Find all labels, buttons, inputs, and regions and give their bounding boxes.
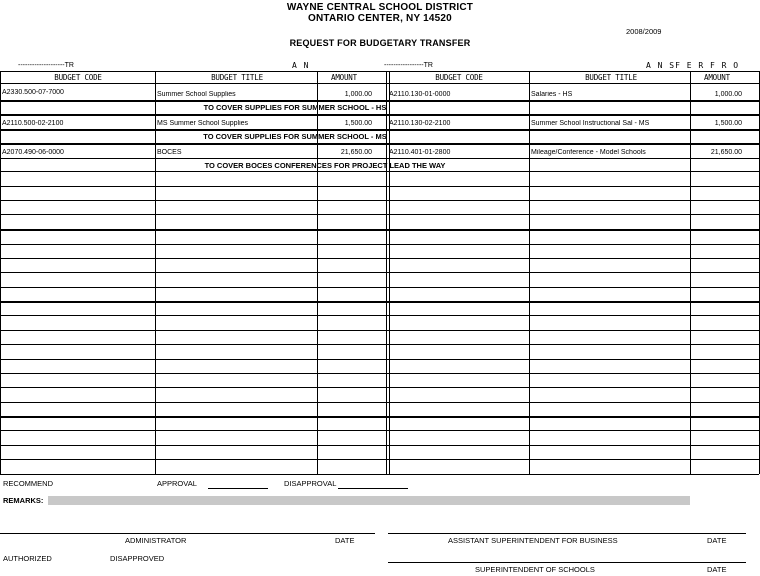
row-3-to-code: A2110.401-01-2800	[389, 149, 451, 156]
from-an-label: A N	[292, 61, 310, 70]
table-row-line	[0, 387, 759, 388]
table-row-line	[0, 315, 759, 316]
table-row-line	[0, 214, 759, 215]
table-row-line	[0, 258, 759, 259]
fiscal-year: 2008/2009	[626, 27, 662, 36]
row-2-to-amount: 1,500.00	[714, 120, 742, 127]
col-header-from-title: BUDGET TITLE	[211, 73, 263, 82]
row-2-note: TO COVER SUPPLIES FOR SUMMER SCHOOL - MS	[203, 132, 387, 141]
administrator-signature-line[interactable]	[0, 533, 375, 534]
table-row-line	[0, 200, 759, 201]
table-row-line	[0, 158, 759, 159]
row-1-to-title: Salaries - HS	[531, 91, 573, 98]
row-1-from-code: A2330.500-07-7000	[2, 89, 64, 96]
table-row-line	[0, 445, 759, 446]
table-column-line	[690, 71, 691, 474]
row-2-to-code: A2110.130-02-2100	[389, 120, 451, 127]
col-header-from-amount: AMOUNT	[331, 73, 357, 82]
authorized-label: AUTHORIZED	[3, 554, 52, 563]
approval-line[interactable]	[208, 488, 268, 489]
form-title: REQUEST FOR BUDGETARY TRANSFER	[289, 38, 471, 48]
table-top-border	[0, 71, 759, 72]
table-row-line	[0, 474, 759, 475]
to-transfer-label: -----------------TR	[384, 62, 433, 69]
row-2-from-code: A2110.500-02-2100	[2, 120, 64, 127]
row-1-to-amount: 1,000.00	[714, 91, 742, 98]
row-1-from-title: Summer School Supplies	[157, 91, 236, 98]
row-1-to-code: A2110.130-01-0000	[389, 91, 451, 98]
table-row-line	[0, 272, 759, 273]
superintendent-signature-line[interactable]	[388, 562, 746, 563]
row-3-from-code: A2070.490-06-0000	[2, 149, 64, 156]
row-3-note: TO COVER BOCES CONFERENCES FOR PROJECT LEAD THE WAY	[204, 161, 446, 170]
table-row-line	[0, 100, 759, 102]
row-1-note: TO COVER SUPPLIES FOR SUMMER SCHOOL - HS	[203, 103, 387, 112]
row-1-from-amount: 1,000.00	[344, 91, 372, 98]
disapproval-label: DISAPPROVAL	[284, 479, 337, 488]
table-row-line	[0, 459, 759, 460]
to-an-label: A N SF E R F R O	[646, 61, 740, 70]
col-header-from-code: BUDGET CODE	[54, 73, 102, 82]
table-row-line	[0, 129, 759, 131]
table-row-line	[0, 373, 759, 374]
col-header-to-amount: AMOUNT	[704, 73, 730, 82]
table-row-line	[0, 244, 759, 245]
table-row-line	[0, 171, 759, 172]
row-3-from-amount: 21,650.00	[340, 149, 372, 156]
table-row-line	[0, 330, 759, 331]
row-3-to-title: Mileage/Conference - Model Schools	[531, 149, 646, 156]
recommend-label: RECOMMEND	[3, 479, 53, 488]
admin-date-label: DATE	[335, 536, 355, 545]
district-address: ONTARIO CENTER, NY 14520	[308, 13, 452, 24]
header-divider	[0, 83, 759, 84]
asst-super-label: ASSISTANT SUPERINTENDENT FOR BUSINESS	[448, 536, 618, 545]
disapproved-label: DISAPPROVED	[110, 554, 165, 563]
table-row-line	[0, 143, 759, 145]
administrator-label: ADMINISTRATOR	[125, 536, 187, 545]
district-name: WAYNE CENTRAL SCHOOL DISTRICT	[286, 2, 474, 13]
table-row-line	[0, 430, 759, 431]
table-row-line	[0, 287, 759, 288]
table-row-line	[0, 114, 759, 116]
table-row-line	[0, 402, 759, 403]
row-3-to-amount: 21,650.00	[710, 149, 742, 156]
superintendent-label: SUPERINTENDENT OF SCHOOLS	[475, 565, 595, 574]
approval-label: APPROVAL	[157, 479, 197, 488]
asst-super-date-label: DATE	[707, 536, 727, 545]
table-row-line	[0, 301, 759, 303]
table-row-line	[0, 229, 759, 231]
superintendent-date-label: DATE	[707, 565, 727, 574]
row-3-from-title: BOCES	[157, 149, 182, 156]
table-row-line	[0, 344, 759, 345]
col-header-to-title: BUDGET TITLE	[585, 73, 637, 82]
row-2-from-title: MS Summer School Supplies	[157, 120, 249, 127]
remarks-label: REMARKS:	[3, 496, 44, 505]
table-row-line	[0, 186, 759, 187]
row-2-from-amount: 1,500.00	[344, 120, 372, 127]
table-row-line	[0, 359, 759, 360]
table-row-line	[0, 416, 759, 418]
col-header-to-code: BUDGET CODE	[435, 73, 483, 82]
from-transfer-label: --------------------TR	[18, 62, 74, 69]
row-2-to-title: Summer School Instructional Sal - MS	[531, 120, 650, 127]
remarks-field[interactable]	[48, 496, 690, 505]
asst-super-signature-line[interactable]	[388, 533, 746, 534]
disapproval-line[interactable]	[338, 488, 408, 489]
